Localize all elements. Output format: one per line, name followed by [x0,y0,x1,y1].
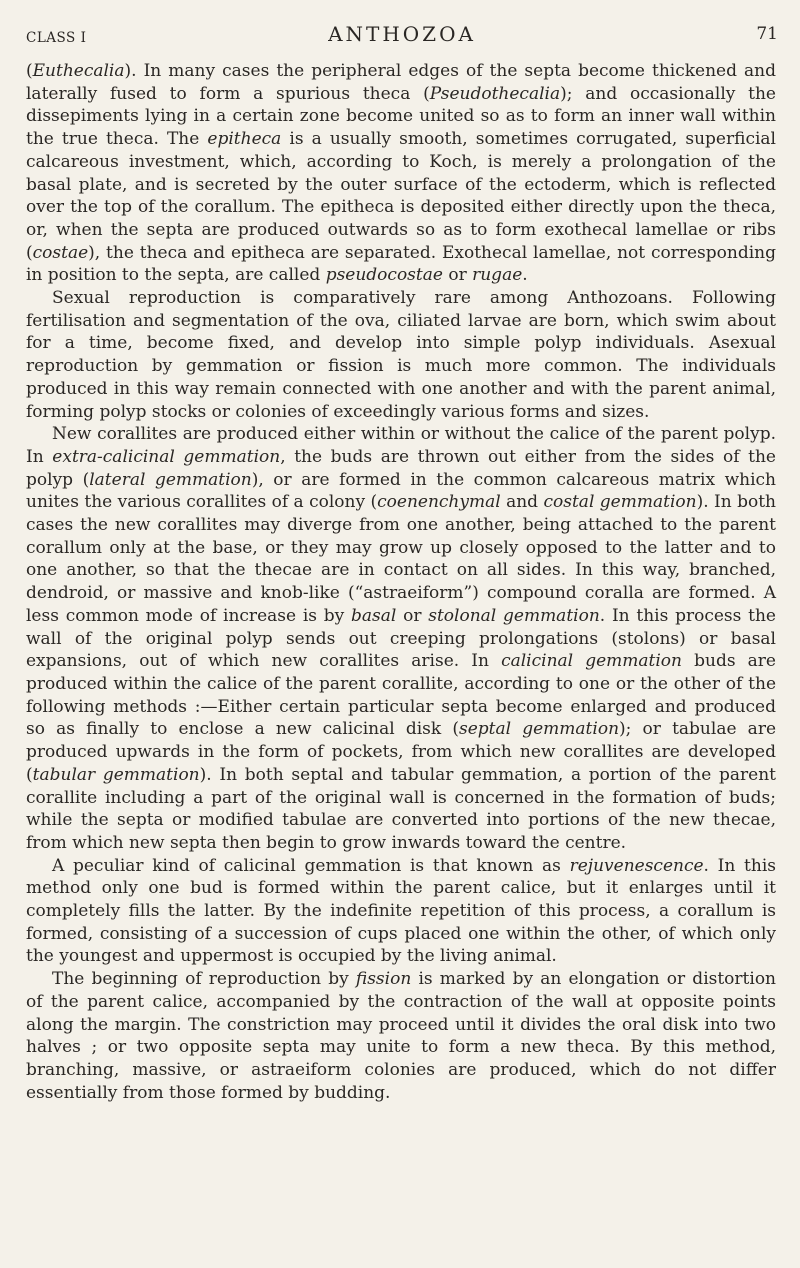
italic-term: tabular gemmation [32,764,200,785]
text-run: ). In many cases the peripheral edges of the septa become thickened and laterally fused to form a spurious theca ( [26,61,776,104]
text-run: ( [26,61,33,81]
text-run: ); or tabulae are produced upwards in the form of pockets, from which new corallites are developed ( [26,719,777,785]
italic-term: costae [32,242,89,263]
italic-term: basal [351,605,397,626]
page-number: 71 [756,24,778,44]
text-run: ). In both cases the new corallites may diverge from one another, being attached to the parent corallum only at the base, or they may grow up closely opposed to the latter and to one another, so that the thecae are in contact on all sides. In this way, branched, dendroid, or massive and knob-like (“astraeiform”) compound coralla are formed. A less common mode of increase is by [26,492,777,626]
paragraph [26,968,776,1104]
italic-term: septal gemmation [459,719,620,740]
running-title: ANTHOZOA [328,22,476,46]
text-run: . In this process the wall of the original polyp sends out creeping prolongations (stolons) or basal expansions, out of which new corallites arise. In [26,605,776,672]
italic-term: epitheca [207,129,282,150]
text-run: ), the theca and epitheca are separated. Exothecal lamellae, not corresponding in position to the septa, are called [26,242,776,286]
text-run: and [500,492,544,513]
text-run: ); and occasionally the dissepiments lying in a certain zone become united so as to form an inner wall within the true theca. The [26,83,776,150]
body-text [26,60,776,1104]
italic-term: rejuvenescence [569,855,704,876]
italic-term: extra-calicinal gemmation [52,446,281,467]
class-label: CLASS I [26,30,87,46]
page-header [26,18,778,58]
text-run: or [396,605,429,626]
text-run: is a usually smooth, sometimes corrugated, superficial calcareous investment, which, according to Koch, is merely a prolongation of the basal plate, and is secreted by the outer surface of the ectoderm, which is reflected over the top of the corallum. The epitheca is deposited either directly upon the theca, or, when the septa are produced outwards so as to form exothecal lamellae or ribs ( [26,129,776,263]
text-run: or [442,265,473,286]
italic-term: calicinal gemmation [501,651,682,672]
italic-term: fission [355,969,412,990]
text-run: A peculiar kind of calicinal gemmation is that known as [52,855,570,876]
italic-term: stolonal gemmation [428,605,600,626]
italic-term: costal gemmation [543,492,697,513]
italic-term: rugae [472,265,523,286]
text-run: ). In both septal and tabular gemmation, a portion of the parent corallite including a part of the original wall is concerned in the formation of buds; while the septa or modified tabulae are converted into portions of the new thecae, from which new septa then begin to grow inwards toward the centre. [26,764,776,853]
text-run: . In this method only one bud is formed within the parent calice, but it enlarges until it completely fills the latter. By the indefinite repetition of this process, a corallum is formed, consisting of a succession of cups placed one within the other, of which only the youngest and uppermost is occupied by the living animal. [26,855,776,967]
text-run: buds are produced within the calice of the parent corallite, according to one or the other of the following methods :—Either certain particular septa become enlarged and produced so as finally to enclose a new calicinal disk ( [26,651,776,740]
italic-term: lateral gemmation [89,469,252,490]
italic-term: Euthecalia [32,61,125,81]
paragraph [26,287,776,423]
text-run: New corallites are produced either within or without the calice of the parent polyp. In [26,424,776,467]
text-run: . [522,265,528,286]
text-run: , the buds are thrown out either from the sides of the polyp ( [26,446,776,490]
italic-term: Pseudothecalia [429,83,561,104]
text-run: Sexual reproduction is comparatively rare among Anthozoans. Following fertilisation and segmentation of the ova, ciliated larvae are born, which swim about for a time, become fixed, and develop into simple polyp individuals. Asexual reproduction by gemmation or fission is much more common. The individuals produced in this way remain connected with one another and with the parent animal, forming polyp stocks or colonies of exceedingly various forms and sizes. [26,288,776,422]
text-run: The beginning of reproduction by [52,969,356,990]
text-run: is marked by an elongation or distortion of the parent calice, accompanied by the contraction of the wall at opposite points along the margin. The constriction may proceed until it divides the oral disk into two halves ; or two opposite septa may unite to form a new theca. By this method, branching, massive, or astraeiform colonies are produced, which do not differ essentially from those formed by budding. [26,969,776,1103]
italic-term: pseudocostae [325,265,443,286]
paragraph [26,855,776,969]
italic-term: coenenchymal [377,492,501,513]
paragraph [26,60,776,287]
text-run: ), or are formed in the common calcareous matrix which unites the various corallites of a colony ( [26,469,777,513]
paragraph [26,423,776,854]
